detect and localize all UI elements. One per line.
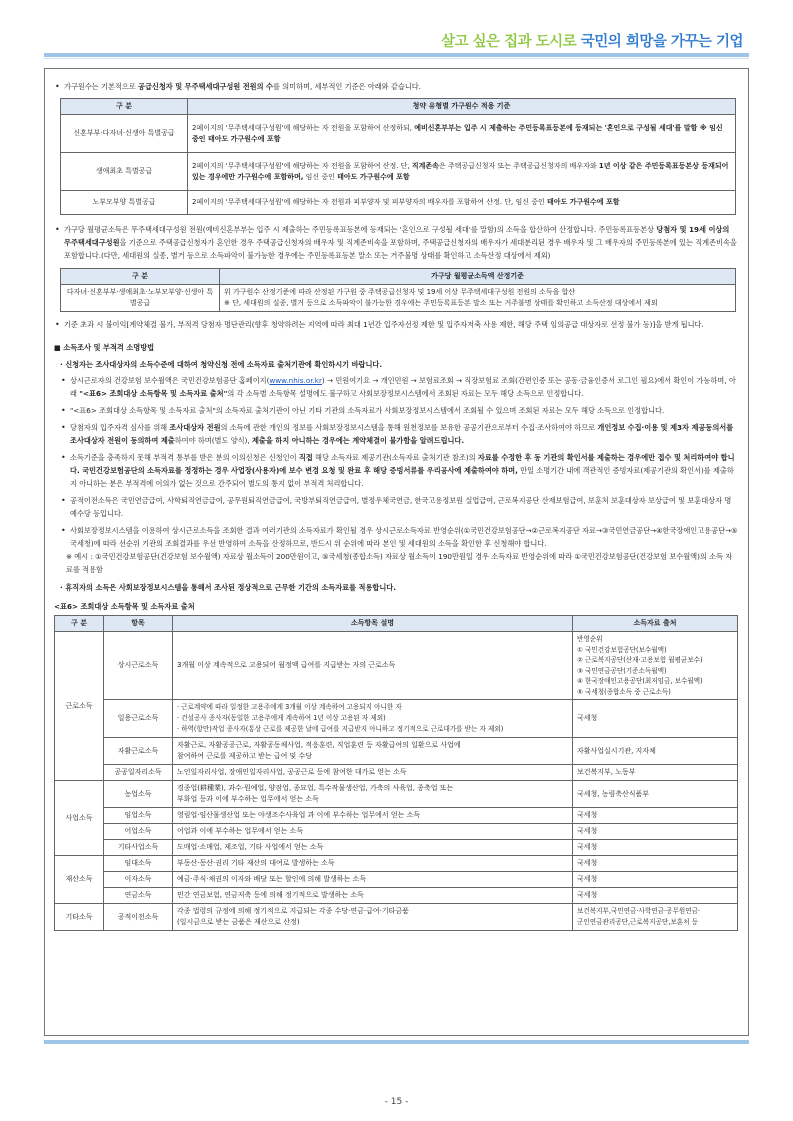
b3-b: 조사대상자 전원 [169,423,221,432]
t1-row1-type: 신혼부부·다자녀·신생아 특별공급 [61,115,188,153]
header-rule-thin [44,58,749,59]
t1r1-c: ※ 임신 중인 태아도 가구원수에 포함 [192,123,723,143]
t6-r10-desc: 예금·주식·채권의 이자와 배당 또는 할인에 의해 발생하는 소득 [173,872,573,888]
t1-row1-desc [188,115,736,153]
t2-line2: ※ 단, 세대원의 실종, 별거 등으로 소득파악이 불가능한 경우에는 주민등록표등본 말소 또는 거주불명 상태를 확인하고 소득산정 대상에서 제외 [224,299,658,307]
t6-r9-src: 국세청 [573,856,738,872]
b1-c: "<표6> 조회대상 소득항목 및 소득자료 출처" [79,389,228,398]
b3-e: 하여야 하며(별도 양식), [174,436,252,445]
t6-r5-desc [173,781,573,808]
t6-h-item: 항목 [104,616,173,632]
t6-r6-src: 국세청 [573,808,738,824]
income-criteria-table [60,268,736,312]
t6-r8-src: 국세청 [573,840,738,856]
t1r2-b: 직계존속 [411,161,439,170]
t1-row2-type: 생애최초 특별공급 [61,153,188,191]
t6-r1-src-0: 반영순위 [577,635,603,643]
b1-a: 상시근로자의 건강보험 보수월액은 국민건강보험공단 홈페이지( [70,376,270,385]
b3-f: 제출을 하지 아니하는 경우에는 계약체결이 불가함을 알려드립니다. [251,436,465,445]
t6-r5-desc-0: 경종업(耕種業), 과수·원예업, 양잠업, 종묘업, 특수작물생산업, 가축의 사육업, 종축업 또는 [177,784,454,792]
t6-r3-desc-1: 참여하여 근로를 제공하고 받는 급여 및 수당 [177,752,313,760]
intro-text-a: 가구원수는 기본적으로 [64,82,139,91]
t6-r2-item: 일용근로소득 [104,700,173,738]
t1r3-b: 태아도 가구원수에 포함 [546,198,620,206]
b4-e: 만일 소명기간 내에 객관적인 증빙자료(제공기관의 확인서)를 제출하지 아니하는 분은 부적격에 이의가 없는 것으로 간주되어 별도의 통지 없이 부적격 처리합니다. [70,466,734,488]
header-slogan [441,30,743,51]
priority-example: ※ 예시 : ①국민건강보험공단(건강보험 보수월액) 자료상 월소득이 200만원이고, ⑤국세청(종합소득) 자료상 월소득이 190만원일 경우 소득자료 반영순위에 따라 ①국민건강보험공단(건강보험 보수월액)의 소득 자료를 적용함 [66,552,733,574]
slogan-part-a: 살고 싶은 집과 도시로 [440,34,577,50]
t6-r3-desc-0: 자활근로, 자활공공근로, 자활공동체사업, 적응훈련, 직업훈련 등 자활급여의 일환으로 사업에 [177,741,461,749]
t1-row3-type: 노부모부양 특별공급 [61,191,188,215]
b4-b: 직접 [298,453,313,462]
t2-line1: 위 가구원수 산정기준에 따라 산정된 가구원 중 주택공급신청자 및 19세 이상 무주택세대구성원 전원의 소득을 합산 [224,288,576,296]
t6-r12-desc-1: (일시금으로 받는 금품은 재산으로 산정) [177,918,300,926]
t6-r8-desc: 도매업·소매업, 제조업, 기타 사업에서 얻는 소득 [173,840,573,856]
slogan-part-b: 국민의 희망을 가꾸는 기업 [580,34,743,50]
t1r2-e: 임신 중인 [303,172,338,181]
t6-r2-desc-0: · 근로계약에 따라 일정한 고용주에게 3개월 이상 계속하여 고용되지 아니한 자 [177,703,402,711]
t6-r8-item: 기타사업소득 [104,840,173,856]
para2-c: 을 기준으로 주택공급신청자가 혼인한 경우 주택공급신청자의 배우자 및 직계존비속을 포함하며, 주택공급신청자의 배우자가 세대분리된 경우 배우자 및 그 배우자의 주민등록본에 있는 직계존비속을 포함합니다.(다만, 세대원의 실종, 별거 등으로 소득파악이 불가능한 경우에는 주민등록표등본 말소 또는 거주불명 상태를 확인하고 소득산정 대상에서 제외) [64,238,737,260]
priority-bullet: • 사회보장정보시스템을 이용하여 상시근로소득을 조회한 결과 여러기관의 소득자료가 확인될 경우 상시근로소득자료 반영순위(①국민건강보험공단→②근로복지공단 자료→③국민연금공단→④한국장애인고용공단→⑤국세청)에 따라 선순위 기관의 조회결과를 우선 반영하여 소득을 산정하므로, 반드시 위 순위에 따라 본인 및 세대원의 소득을 확인한 후 신청해야 합니다. [60,524,738,550]
t6-r2-src: 국세청 [573,700,738,738]
nhis-link[interactable]: www.nhis.or.kr [269,376,322,385]
section-sub1: · 신청자는 조사대상자의 소득수준에 대하여 청약신청 전에 소득자료 출처기관에 확인하시기 바랍니다. [60,360,383,369]
t6-r5-item: 농업소득 [104,781,173,808]
t6-r4-src: 보건복지부, 노동부 [573,765,738,781]
t6-group-other: 기타소득 [55,904,104,931]
b1-b: ) → 민원여기요 → 개인민원 → 보험료조회 → 직장보험료 조회(간편인증 또는 공동·금융인증서 로그인 필요)에서 확인이 가능하며, 아래 [70,376,736,398]
t6-r1-desc: 3개월 이상 계속적으로 고용되어 월정액 급여를 지급받는 자의 근로소득 [173,632,573,700]
para2-a: 가구당 월평균소득은 무주택세대구성원 전원(예비신혼부부는 입주 시 제출하는 주민등록표등본에 등재되는 '혼인으로 구성될 세대'를 말함)의 소득을 합산하여 산정합니다. 주민등록표등본상 [64,225,657,234]
t6-r1-item: 상시근로소득 [104,632,173,700]
t6-r2-desc-1: · 건설공사 종사자(동일한 고용주에게 계속하여 1년 이상 고용된 자 제외) [177,714,386,722]
intro-text-b: 공급신청자 및 무주택세대구성원 전원의 수 [138,82,274,91]
section-title: ■ 소득조사 및 부적격 소명방법 [54,343,155,352]
t6-h-group: 구 분 [55,616,104,632]
t6-r3-desc [173,738,573,765]
household-count-table [60,98,736,215]
header-rule [44,53,749,57]
t6-r1-src-5: ⑤ 국세청(종합소득 중 근로소득) [577,687,671,696]
t1-header-type: 구 분 [61,99,188,115]
other-source-bullet: • "<표6> 조회대상 소득항목 및 소득자료 출처"의 소득자료 출처기관이 아닌 기타 기관의 소득자료가 사회보장정보시스템에서 조회될 수 있으며 조회된 자료는 모두 해당 소득으로 인정합니다. [60,404,738,417]
t6-r7-src: 국세청 [573,824,738,840]
table6-caption: <표6> 조회대상 소득항목 및 소득자료 출처 [54,602,195,611]
para2-b: 당첨자 및 19세 이상의 무주택세대구성원 [64,225,730,247]
appeal-bullet [60,451,738,490]
page-number: - 15 - [384,1097,409,1107]
t6-r2-desc-2: · 하역(항만)작업 종사자(통상 근로를 제공한 날에 급여를 지급받지 아니하고 정기적으로 근로대가를 받는 자 제외) [177,725,504,733]
t6-r12-item: 공적이전소득 [104,904,173,931]
t6-r3-src: 자활사업실시기관, 지자체 [573,738,738,765]
t6-r7-desc: 어업과 이에 부수하는 업무에서 얻는 소득 [173,824,573,840]
t2-header-criteria: 가구당 월평균소득액 산정기준 [220,269,736,285]
t1r3-a: 2페이지의 '무주택세대구성원'에 해당하는 자 전원과 피부양자 및 피부양자의 배우자를 포함하여 산정. 단, 임신 중인 [192,198,547,206]
t6-r4-desc: 노인일자리사업, 장애인일자리사업, 공공근로 등에 참여한 대가로 얻는 소득 [173,765,573,781]
b3-a: 당첨자의 입주자격 심사를 위해 [70,423,170,432]
t1r1-a: 2페이지의 '무주택세대구성원'에 해당하는 자 전원을 포함하여 산정하되, [192,123,415,132]
t6-r1-src [573,632,738,700]
t6-h-src: 소득자료 출처 [573,616,738,632]
t1r2-d: 1년 이상 같은 주민등록표등본상 등재되어 있는 경우에만 가구원수에 포함하며, [192,161,729,181]
page-content [54,80,738,931]
t6-r4-item: 공공일자리소득 [104,765,173,781]
intro-bullet [54,80,738,93]
t6-group-labor: 근로소득 [55,632,104,781]
b3-d: 개인정보 수집·이용 및 제3자 제공동의서를 조사대상자 전원이 동의하여 제출 [70,423,734,445]
t6-r3-item: 자활근로소득 [104,738,173,765]
t6-r12-src-0: 보건복지부,국민연금·사학연금·공무원연금· [577,907,701,915]
t6-r5-desc-1: 부화업 등과 이에 부수하는 업무에서 얻는 소득 [177,795,319,803]
t6-r10-src: 국세청 [573,872,738,888]
section-sub2: · 휴직자의 소득은 사회보장정보시스템을 통해서 조사된 정상적으로 근무한 기간의 소득자료를 적용합니다. [60,583,396,592]
t6-r1-src-4: ④ 한국장애인고용공단(최저임금, 보수월액) [577,677,703,685]
t1r2-f: 태아도 가구원수에 포함 [337,172,410,181]
t6-r9-item: 임대소득 [104,856,173,872]
b3-c: 의 소득에 관한 개인의 정보를 사회보장정보시스템을 통해 원천정보를 보유한 공공기관으로부터 수집·조사하여야 하므로 [220,423,598,432]
t1-header-criteria: 청약 유형별 가구원수 적용 기준 [188,99,736,115]
t6-r12-desc [173,904,573,931]
t1r2-a: 2페이지의 '무주택세대구성원'에 해당하는 자 전원을 포함하여 산정. 단, [192,161,412,170]
t1-row2-desc [188,153,736,191]
b4-d: 자료를 수정한 후 동 기관의 확인서를 제출하는 경우에만 접수 및 처리하여야 합니다. 국민건강보험공단의 소득자료를 정정하는 경우 사업장(사용자)에 보수 변경 요청 및 완료 후 해당 증빙서류를 우리공사에 제출하여야 하며, [70,453,735,475]
penalty-bullet: • 기준 초과 시 불이익[계약체결 불가, 부적격 당첨자 명단관리(향후 청약하려는 지역에 따라 최대 1년간 입주자선정 제한 및 입주자저축 사용 제한, 해당 주택 임의공급 대상자로 선정 불가 등)]을 받게 됩니다. [54,318,738,331]
income-source-table [54,615,738,931]
footer-rule [44,1040,749,1044]
consent-bullet [60,421,738,447]
income-calc-bullet [54,223,738,262]
t6-group-property: 재산소득 [55,856,104,904]
b1-d: 의 각 소득별 소득항목 설명에도 불구하고 사회보장정보시스템에서 조회된 자료는 모두 해당 소득으로 인정합니다. [227,389,584,398]
t6-r1-src-2: ② 근로복지공단(산재·고용보험 월평균보수) [577,656,703,664]
t6-r2-desc [173,700,573,738]
t6-h-desc: 소득항목 설명 [173,616,573,632]
t6-r12-desc-0: 각종 법령의 규정에 의해 정기적으로 지급되는 각종 수당·연금·급여·기타금품 [177,907,409,915]
t1r2-c: 은 주택공급신청자 또는 주택공급신청자의 배우자와 [438,161,599,170]
t6-group-business: 사업소득 [55,781,104,856]
t6-r7-item: 어업소득 [104,824,173,840]
t6-r11-desc: 민간 연금보험, 연금저축 등에 의해 정기적으로 발생하는 소득 [173,888,573,904]
t6-r12-src [573,904,738,931]
b4-c: 해당 소득자료 제공기관(소득자료 출처기관 참조)의 [312,453,478,462]
t2-header-type: 구 분 [61,269,220,285]
t1r1-b: 예비신혼부부는 입주 시 제출하는 주민등록표등본에 등재되는 '혼인으로 구성될 세대'를 말함 [414,123,698,132]
t6-r12-src-1: 군인연금관리공단,근로복지공단,보훈처 등 [577,918,698,926]
t6-r5-src: 국세청, 농림축산식품부 [573,781,738,808]
intro-text-c: 를 의미하며, 세부적인 기준은 아래와 같습니다. [273,82,421,91]
t6-r10-item: 이자소득 [104,872,173,888]
t1-row3-desc [188,191,736,215]
t6-r1-src-1: ① 국민건강보험공단(보수월액) [577,645,667,654]
nhis-bullet [60,374,738,400]
t6-r11-src: 국세청 [573,888,738,904]
t2-type: 다자녀·신혼부부·생애최초·노부모부양·신생아 특별공급 [61,285,220,312]
b4-a: 소득기준을 충족하지 못해 부적격 통부를 받은 분의 이의신청은 신청인이 [70,453,299,462]
t6-r9-desc: 부동산·동산·권리 기타 재산의 대여로 발생하는 소득 [173,856,573,872]
t2-desc [220,285,736,312]
public-transfer-bullet: • 공적이전소득은 국민연금급여, 사학퇴직연금급여, 공무원퇴직연금급여, 국방부퇴직연금급여, 별정우체국연금, 한국고용정보원 실업급여, 근로복지공단 산재보험급여, 보훈처 보훈대상자 보상급여 및 보훈대상자 명예수당 등입니다. [60,494,738,520]
t6-r6-desc: 영림업·임산물생산업 또는 야생조수사육업 과 이에 부수하는 업무에서 얻는 소득 [173,808,573,824]
t6-r6-item: 임업소득 [104,808,173,824]
t6-r1-src-3: ③ 국민연금공단(기준소득월액) [577,666,667,675]
t6-r11-item: 연금소득 [104,888,173,904]
